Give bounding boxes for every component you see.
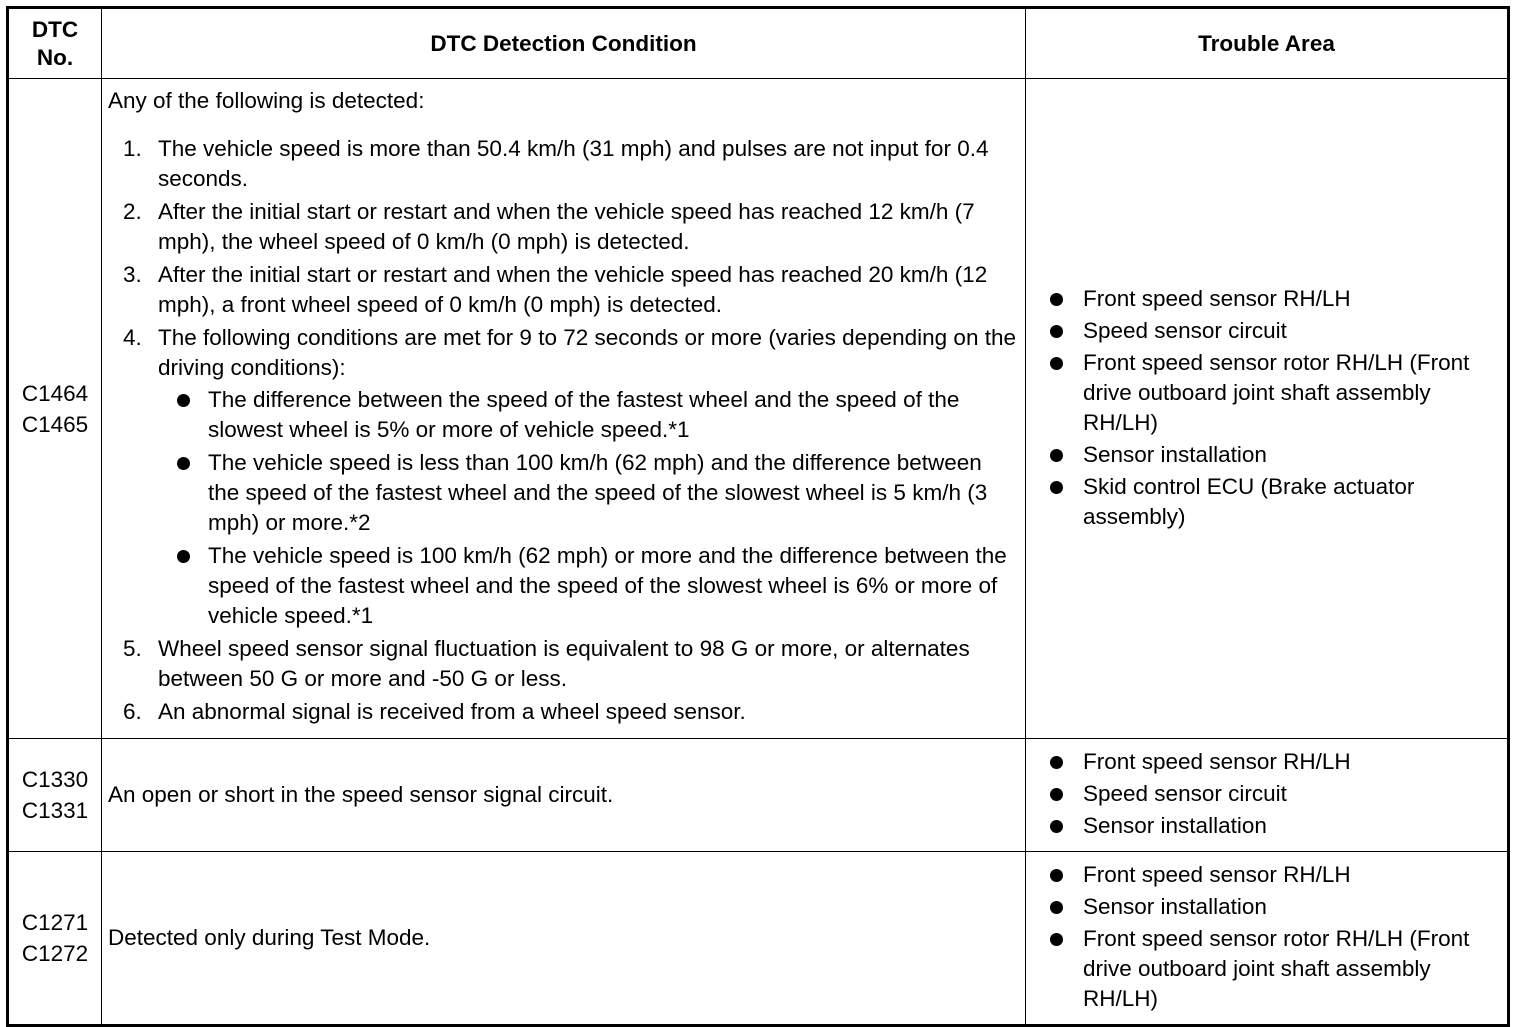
bullet-icon: [177, 457, 190, 470]
list-item: [1026, 472, 1497, 532]
list-item: [1026, 747, 1497, 777]
bullet-icon: [1050, 933, 1063, 946]
list-item: [158, 385, 1019, 445]
list-item: [1026, 860, 1497, 890]
dtc-code: C1271: [21, 910, 89, 935]
list-item: [108, 260, 1019, 320]
list-item: [108, 323, 1019, 631]
bullet-icon: [1050, 325, 1063, 338]
list-item: [1026, 779, 1497, 809]
step-text: The vehicle speed is more than 50.4 km/h (31 mph) and pulses are not input for 0.4 seconds.: [158, 136, 989, 191]
step-number: 6.: [123, 699, 142, 724]
trouble-area-text: Sensor installation: [1083, 894, 1267, 919]
bullet-icon: [1050, 293, 1063, 306]
step-text: After the initial start or restart and when the vehicle speed has reached 20 km/h (12 mph), a front wheel speed of 0 km/h (0 mph) is detected.: [158, 262, 988, 317]
list-item: [1026, 348, 1497, 438]
trouble-area-text: Front speed sensor rotor RH/LH (Front drive outboard joint shaft assembly RH/LH): [1083, 349, 1470, 435]
list-item: [158, 541, 1019, 631]
dtc-codes: [8, 739, 102, 852]
sub-condition-text: The vehicle speed is less than 100 km/h (62 mph) and the difference between the speed of the fastest wheel and the speed of the slowest wheel is 5 km/h (3 mph) or more.*2: [208, 450, 988, 535]
step-number: 5.: [123, 636, 142, 661]
trouble-area-text: Sensor installation: [1083, 813, 1267, 838]
sub-condition-text: The vehicle speed is 100 km/h (62 mph) or more and the difference between the speed of the fastest wheel and the speed of the slowest wheel is 6% or more of vehicle speed.*1: [208, 543, 1007, 628]
bullet-icon: [1050, 756, 1063, 769]
condition-steps: [108, 134, 1019, 727]
table-row: [8, 79, 1509, 739]
dtc-code: C1331: [21, 798, 89, 823]
step-number: 2.: [123, 199, 142, 224]
trouble-area-text: Front speed sensor RH/LH: [1083, 749, 1351, 774]
dtc-code: C1464: [21, 380, 89, 406]
trouble-area-text: Front speed sensor rotor RH/LH (Front drive outboard joint shaft assembly RH/LH): [1083, 926, 1470, 1011]
trouble-area: [1026, 852, 1509, 1026]
list-item: [108, 134, 1019, 194]
step-text: An abnormal signal is received from a wheel speed sensor.: [158, 699, 746, 724]
list-item: [108, 697, 1019, 727]
list-item: [1026, 284, 1497, 314]
table-row: [8, 852, 1509, 1026]
step-text: After the initial start or restart and when the vehicle speed has reached 12 km/h (7 mph), the wheel speed of 0 km/h (0 mph) is detected.: [158, 199, 975, 254]
list-item: [1026, 924, 1497, 1014]
step-text: The following conditions are met for 9 to 72 seconds or more (varies depending on the driving conditions):: [158, 325, 1016, 380]
trouble-area-text: Front speed sensor RH/LH: [1083, 285, 1351, 311]
trouble-area-text: Speed sensor circuit: [1083, 317, 1287, 343]
step-number: 3.: [123, 262, 142, 287]
detection-condition: [102, 79, 1026, 739]
header-condition: DTC Detection Condition: [102, 8, 1026, 79]
bullet-icon: [1050, 357, 1063, 370]
trouble-area-text: Speed sensor circuit: [1083, 781, 1287, 806]
table-row: [8, 739, 1509, 852]
trouble-area-list: [1026, 860, 1497, 1014]
list-item: [1026, 316, 1497, 346]
list-item: [108, 197, 1019, 257]
list-item: [108, 634, 1019, 694]
trouble-area-text: Skid control ECU (Brake actuator assembly): [1083, 473, 1415, 529]
step-number: 1.: [123, 136, 142, 161]
detection-condition: An open or short in the speed sensor signal circuit.: [102, 739, 1026, 852]
sub-condition-text: The difference between the speed of the fastest wheel and the speed of the slowest wheel is 5% or more of vehicle speed.*1: [208, 387, 960, 442]
bullet-icon: [177, 550, 190, 563]
bullet-icon: [1050, 869, 1063, 882]
list-item: [158, 448, 1019, 538]
dtc-code: C1330: [21, 767, 89, 792]
dtc-code: C1465: [21, 411, 89, 437]
bullet-icon: [1050, 901, 1063, 914]
trouble-area-list: [1026, 284, 1497, 532]
header-row: [8, 8, 1509, 79]
header-trouble-area: Trouble Area: [1026, 8, 1509, 79]
list-item: [1026, 811, 1497, 841]
trouble-area-text: Sensor installation: [1083, 441, 1267, 467]
bullet-icon: [1050, 481, 1063, 494]
bullet-icon: [1050, 820, 1063, 833]
bullet-icon: [1050, 788, 1063, 801]
detection-condition: Detected only during Test Mode.: [102, 852, 1026, 1026]
trouble-area-list: [1026, 747, 1497, 841]
header-dtc-no: DTC No.: [8, 8, 102, 79]
step-number: 4.: [123, 325, 142, 350]
dtc-codes: [8, 79, 102, 739]
bullet-icon: [177, 394, 190, 407]
bullet-icon: [1050, 449, 1063, 462]
list-item: [1026, 440, 1497, 470]
list-item: [1026, 892, 1497, 922]
trouble-area: [1026, 79, 1509, 739]
dtc-codes: [8, 852, 102, 1026]
step-text: Wheel speed sensor signal fluctuation is equivalent to 98 G or more, or alternates between 50 G or more and -50 G or less.: [158, 636, 970, 691]
sub-conditions: [158, 385, 1019, 631]
dtc-code: C1272: [21, 941, 89, 966]
trouble-area-text: Front speed sensor RH/LH: [1083, 862, 1351, 887]
condition-intro: Any of the following is detected:: [108, 88, 425, 113]
dtc-table: [6, 6, 1510, 1027]
trouble-area: [1026, 739, 1509, 852]
